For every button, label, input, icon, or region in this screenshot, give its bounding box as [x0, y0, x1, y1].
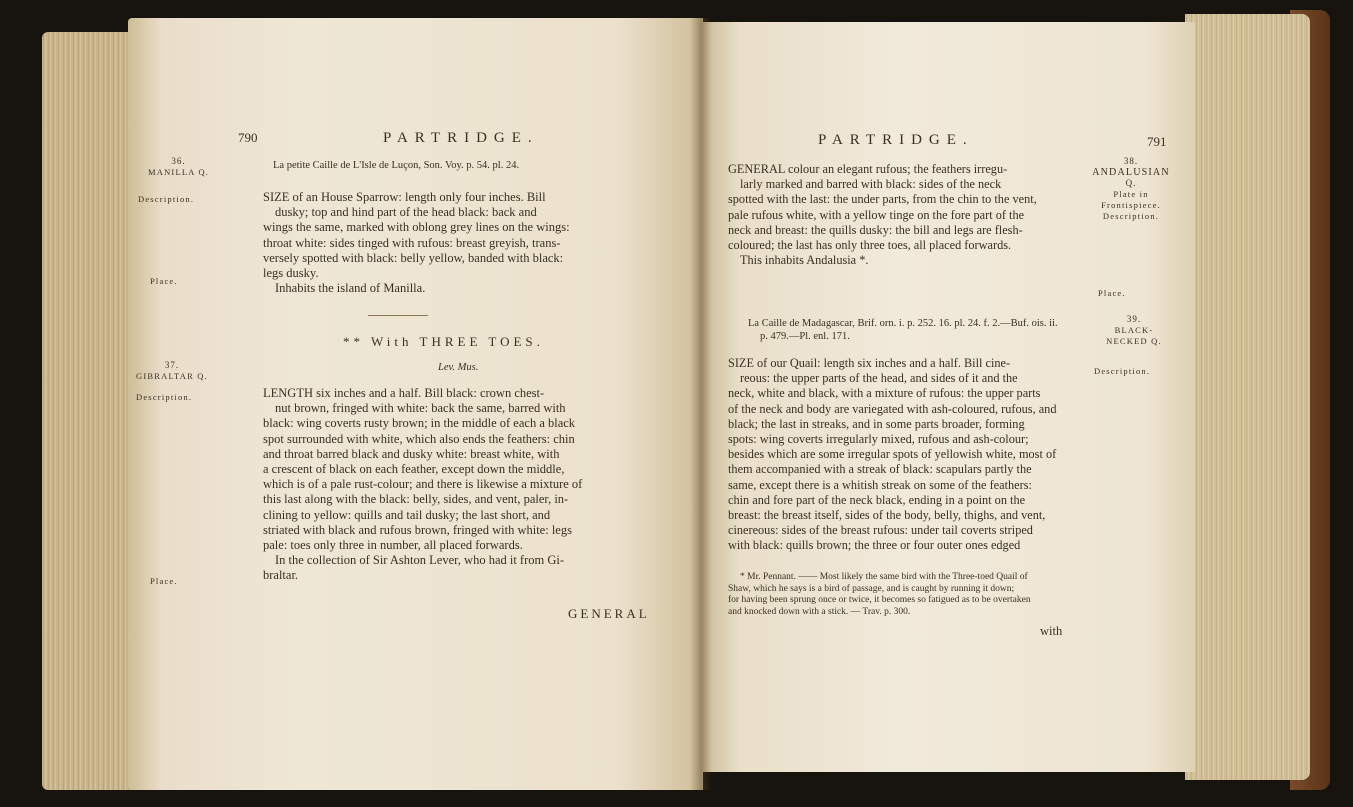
plate-line-2: Frontispiece.: [1101, 200, 1161, 210]
species-39-description-margin: Description.: [1094, 366, 1151, 376]
description-line: breast: the breast itself, sides of the body, belly, thighs, and vent,: [728, 508, 1046, 523]
description-line: spotted with the last: the under parts, from the chin to the vent,: [728, 192, 1037, 207]
description-line: striated with black and rufous brown, fringed with white: legs: [263, 522, 572, 537]
description-line: versely spotted with black: belly yellow, banded with black:: [263, 250, 564, 265]
catchword-right: with: [1040, 624, 1063, 638]
description-line: nut brown, fringed with white: back the same, barred with: [275, 401, 566, 416]
species-37-label: [136, 360, 208, 382]
right-page-edges: [1185, 14, 1310, 780]
description-line: them accompanied with a streak of black: scapulars partly the: [728, 462, 1032, 477]
species-36-place: Inhabits the island of Manilla.: [275, 281, 426, 296]
running-head-right: PARTRIDGE.: [818, 132, 974, 148]
right-page: [700, 22, 1195, 772]
reference-line: La Caille de Madagascar, Brif. orn. i. p. 252. 16. pl. 24. f. 2.—Buf. ois. ii.: [748, 318, 1058, 329]
species-38-description-margin: Description.: [1102, 211, 1160, 221]
description-line: dusky; top and hind part of the head black: back and: [275, 205, 537, 220]
catchword-left: GENERAL: [568, 606, 650, 621]
description-line: of the neck and body are variegated with ash-coloured, rufous, and: [728, 401, 1057, 416]
footnote-line: for having been sprung once or twice, it becomes so fatigued as to be overtaken: [728, 595, 1031, 605]
description-line: reous: the upper parts of the head, and sides of it and the: [740, 371, 1018, 386]
footnote-line: Shaw, which he says is a bird of passage, and is caught by running it down;: [728, 583, 1015, 594]
description-line: cinereous: sides of the breast rufous: under tail coverts striped: [728, 523, 1033, 538]
species-39-reference: [748, 317, 1058, 343]
footnote: [728, 572, 1088, 618]
species-39-description: [728, 356, 1088, 554]
description-line: besides which are some irregular spots of yellowish white, most of: [728, 447, 1057, 462]
description-line: LENGTH six inches and a half. Bill black: crown chest-: [263, 386, 545, 400]
species-36-name: MANILLA Q.: [148, 167, 210, 177]
species-38-number: 38.: [1123, 156, 1139, 166]
description-line: SIZE of an House Sparrow: length only four inches. Bill: [263, 190, 546, 204]
species-36-place-margin: Place.: [150, 276, 178, 286]
species-38-name: ANDALUSIAN: [1092, 167, 1170, 178]
description-line: larly marked and barred with black: sides of the neck: [740, 177, 1002, 192]
description-line: neck and breast: the quills dusky: the bill and legs are flesh-: [728, 222, 1023, 237]
description-line: throat white: sides tinged with rufous: breast greyish, trans-: [263, 235, 561, 250]
divider: [368, 315, 428, 316]
species-39-name-1: BLACK-: [1114, 325, 1154, 335]
description-line: clining to yellow: quills and tail dusky; the last short, and: [263, 507, 551, 522]
species-37-place: braltar.: [263, 568, 299, 583]
species-37-number: 37.: [164, 360, 180, 370]
plate-line-1: Plate in: [1113, 189, 1149, 199]
species-38-description: [728, 162, 1088, 268]
description-line: spots: wing coverts irregularly mixed, rufous and ash-colour;: [728, 432, 1029, 447]
species-39-name-2: NECKED Q.: [1106, 336, 1162, 346]
species-36-reference: La petite Caille de L'Isle de Luçon, Son. Voy. p. 54. pl. 24.: [273, 160, 520, 171]
description-line: pale: toes only three in number, all placed forwards.: [263, 538, 523, 553]
description-line: same, except there is a whitish streak on some of the feathers:: [728, 477, 1032, 492]
species-38-label: [1086, 156, 1176, 222]
running-head-left: PARTRIDGE.: [383, 130, 539, 146]
description-line: this last along with the black: belly, sides, and vent, paler, in-: [263, 492, 569, 507]
footnote-line: and knocked down with a stick. — Trav. p. 300.: [728, 606, 911, 617]
description-line: wings the same, marked with oblong grey lines on the wings:: [263, 220, 570, 235]
gutter-shadow: [690, 18, 712, 790]
species-37-name: GIBRALTAR Q.: [136, 371, 208, 381]
species-37-reference: Lev. Mus.: [438, 362, 479, 373]
description-line: which is of a pale rust-colour; and there is likewise a mixture of: [263, 477, 583, 492]
description-line: SIZE of our Quail: length six inches and a half. Bill cine-: [728, 356, 1011, 370]
description-line: black: wing coverts rusty brown; in the middle of each a black: [263, 416, 576, 431]
left-page: [128, 18, 703, 790]
species-39-label: [1098, 314, 1170, 347]
description-line: chin and fore part of the neck black, ending in a point on the: [728, 492, 1026, 507]
description-line: legs dusky.: [263, 266, 319, 281]
description-line: and throat barred black and dusky white: breast white, with: [263, 446, 560, 461]
description-line: neck, white and black, with a mixture of rufous: the upper parts: [728, 386, 1041, 401]
description-line: pale rufous white, with a yellow tinge on the fore part of the: [728, 207, 1025, 222]
page-number-left: 790: [238, 130, 258, 145]
species-39-number: 39.: [1126, 314, 1142, 324]
description-line: a crescent of black on each feather, except down the middle,: [263, 462, 565, 477]
description-line: spot surrounded with white, which also ends the feathers: chin: [263, 431, 575, 446]
reference-line: p. 479.—Pl. enl. 171.: [760, 331, 850, 342]
page-number-right: 791: [1147, 134, 1167, 149]
description-line: black; the last in streaks, and in some parts broader, forming: [728, 416, 1025, 431]
section-heading: ** With THREE TOES.: [343, 334, 544, 349]
footnote-line: * Mr. Pennant. —— Most likely the same bird with the Three-toed Quail of: [740, 572, 1028, 582]
description-line: GENERAL colour an elegant rufous; the feathers irregu-: [728, 162, 1008, 176]
species-36-label: [148, 156, 209, 178]
species-36-description-margin: Description.: [138, 194, 195, 204]
species-36-number: 36.: [171, 156, 186, 166]
species-38-place: This inhabits Andalusia *.: [740, 253, 869, 268]
species-38-place-margin: Place.: [1098, 288, 1126, 298]
description-line: coloured; the last has only three toes, all placed forwards.: [728, 238, 1012, 253]
species-37-description-margin: Description.: [136, 392, 193, 402]
species-37-description: [263, 386, 683, 584]
species-37-place-margin: Place.: [150, 576, 178, 586]
species-36-description: [263, 190, 683, 296]
species-38-name-suffix: Q.: [1125, 178, 1137, 188]
description-line: with black: quills brown; the three or four outer ones edged: [728, 538, 1021, 553]
species-37-place: In the collection of Sir Ashton Lever, who had it from Gi-: [275, 553, 565, 568]
